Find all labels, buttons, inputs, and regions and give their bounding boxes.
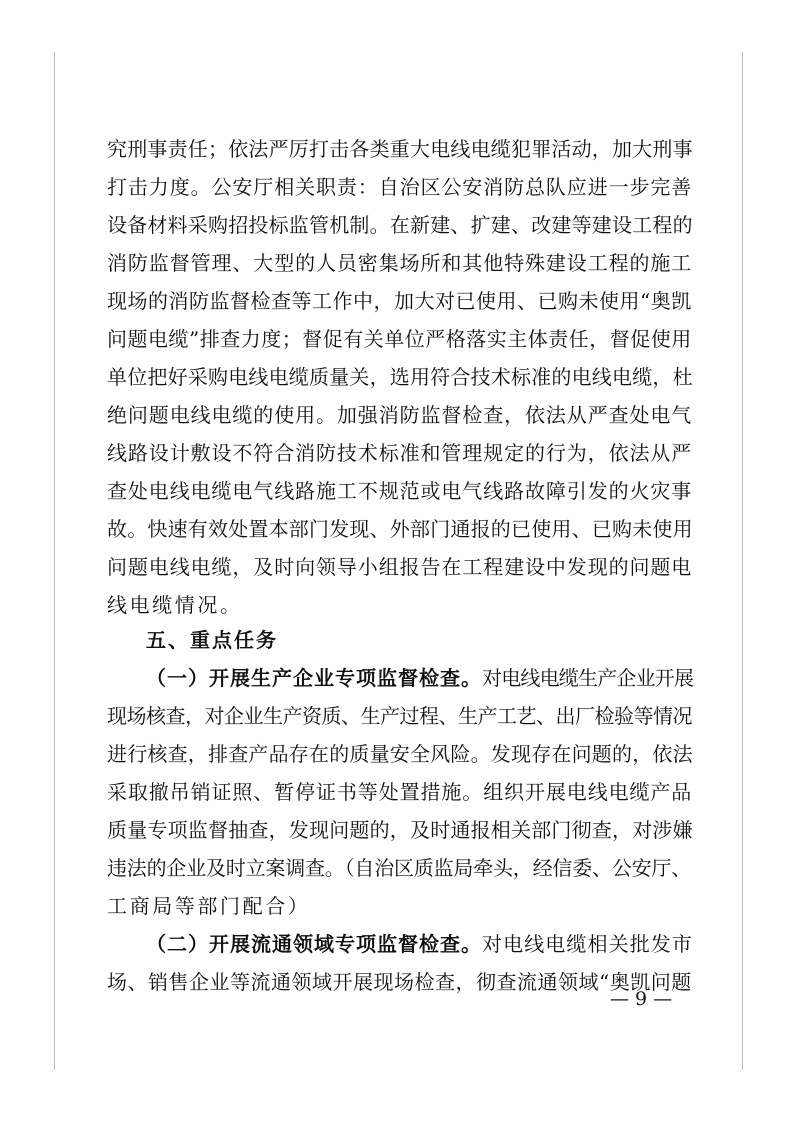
body-line: 故。快速有效处置本部门发现、外部门通报的已使用、已购未使用: [107, 517, 693, 541]
body-line: 场、销售企业等流通领域开展现场检查，彻查流通领域“奥凯问题: [107, 970, 692, 994]
item-2-first-text: 对电线电缆相关批发市: [482, 932, 693, 956]
body-line: 采取撤吊销证照、暂停证书等处置措施。组织开展电线电缆产品: [107, 780, 693, 804]
body-line: 打击力度。公安厅相关职责：自治区公安消防总队应进一步完善: [107, 175, 693, 199]
body-line: 线路设计敷设不符合消防技术标准和管理规定的行为，依法从严: [107, 441, 693, 465]
right-margin-rule: [742, 52, 743, 1070]
section-heading: 五、重点任务: [146, 628, 278, 652]
item-2-title: （二）开展流通领域专项监督检查。: [146, 932, 482, 956]
body-line: 单位把好采购电线电缆质量关，选用符合技术标准的电线电缆，杜: [107, 365, 693, 389]
body-line: 质量专项监督抽查，发现问题的，及时通报相关部门彻查，对涉嫌: [107, 818, 693, 842]
body-line: 查处电线电缆电气线路施工不规范或电气线路故障引发的火灾事: [107, 479, 693, 503]
item-1-first-line: [146, 658, 692, 698]
body-line: 现场核查，对企业生产资质、生产过程、生产工艺、出厂检验等情况: [107, 704, 692, 728]
body-line: 现场的消防监督检查等工作中，加大对已使用、已购未使用“奥凯: [107, 289, 692, 313]
body-line: 消防监督管理、大型的人员密集场所和其他特殊建设工程的施工: [107, 251, 693, 275]
body-line: 究刑事责任；依法严厉打击各类重大电线电缆犯罪活动，加大刑事: [107, 137, 693, 161]
item-1-title: （一）开展生产企业专项监督检查。: [146, 666, 482, 690]
item-1-first-text: 对电线电缆生产企业开展: [482, 666, 694, 690]
item-2-first-line: [146, 924, 692, 964]
left-margin-rule: [54, 52, 55, 1070]
body-line: 工商局等部门配合）: [107, 894, 311, 918]
body-line: 线电缆情况。: [107, 593, 243, 617]
body-line: 问题电缆”排查力度；督促有关单位严格落实主体责任，督促使用: [107, 327, 692, 351]
body-line: 设备材料采购招投标监管机制。在新建、扩建、改建等建设工程的: [107, 213, 693, 237]
page-number: — 9 —: [610, 988, 673, 1010]
body-line: 问题电线电缆，及时向领导小组报告在工程建设中发现的问题电: [107, 555, 693, 579]
body-line: 绝问题电线电缆的使用。加强消防监督检查，依法从严查处电气: [107, 403, 693, 427]
body-line: 违法的企业及时立案调查。（自治区质监局牵头，经信委、公安厅、: [107, 856, 691, 880]
body-line: 进行核查，排查产品存在的质量安全风险。发现存在问题的，依法: [107, 742, 693, 766]
